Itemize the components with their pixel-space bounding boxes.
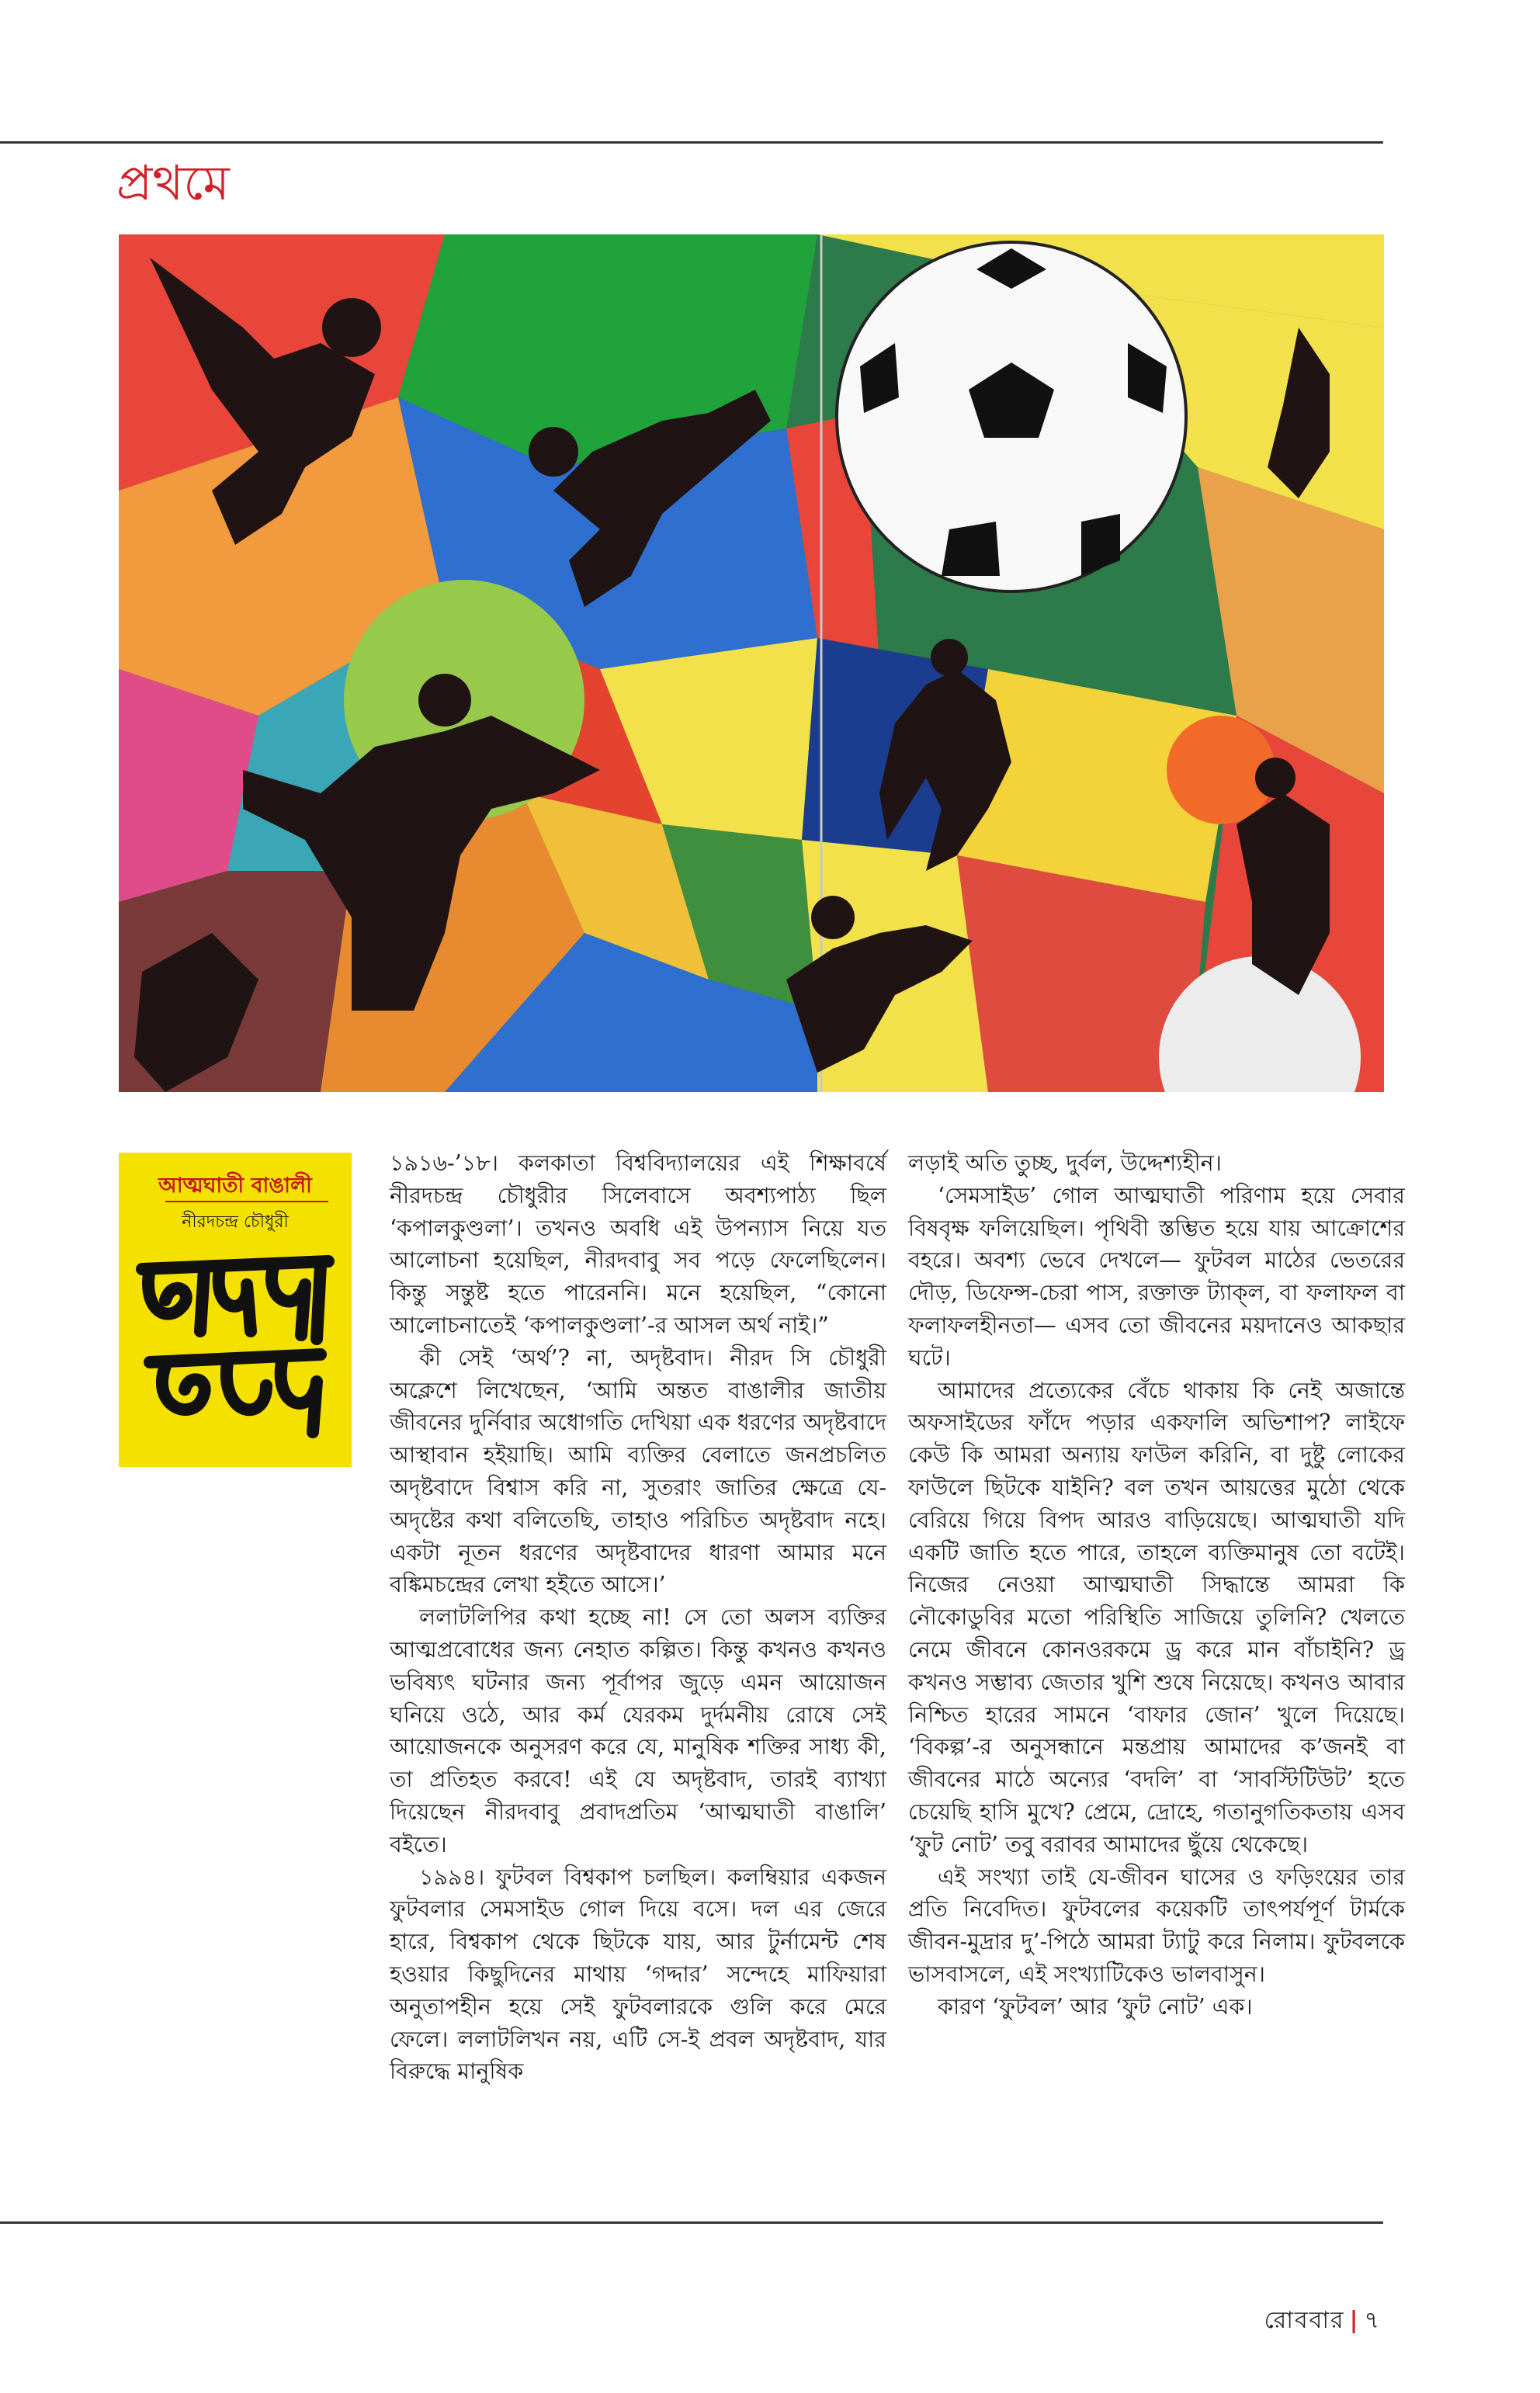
top-rule xyxy=(0,141,1383,144)
footer-separator: | xyxy=(1349,2307,1360,2334)
article-paragraph: ‘সেমসাইড’ গোল আত্মঘাতী পরিণাম হয়ে সেবার বিষবৃক্ষ ফলিয়েছিল। পৃথিবী স্তম্ভিত হয়ে যায় আক্রোশের বহরে। অবশ্য ভেবে দেখলে— ফুটবল মাঠের ভেতরের দৌড়, ডিফেন্স-চেরা পাস, রক্তাক্ত ট্যাক্‌ল, বা ফলাফল বা ফলাফলহীনতা— এসব তো জীবনের ময়দানেও আকছার ঘটে। xyxy=(908,1182,1405,1371)
page-footer xyxy=(1264,2301,1381,2341)
book-cover-author: নীরদচন্দ্র চৌধুরী xyxy=(182,1212,289,1232)
article-paragraph: কারণ ‘ফুটবল’ আর ‘ফুট নোট’ এক। xyxy=(938,1993,1253,2020)
article-paragraph: লড়াই অতি তুচ্ছ, দুর্বল, উদ্দেশ্যহীন। xyxy=(908,1150,1222,1176)
article-paragraph: ললাটলিপির কথা হচ্ছে না! সে তো অলস ব্যক্তির আত্মপ্রবোধের জন্য নেহাত কল্পিত। কিন্তু কখনও কখনও ভবিষ্যৎ ঘটনার জন্য পূর্বাপর জুড়ে এমন আয়োজন ঘনিয়ে ওঠে, আর কর্ম যেরকম দুর্দমনীয় রোষে সেই আয়োজনকে অনুসরণ করে যে, মানুষিক শক্তির সাধ্য কী, তা প্রতিহত করবে! এই যে অদৃষ্টবাদ, তারই ব্যাখ্যা দিয়েছেন নীরদবাবু প্রবাদপ্রতিম ‘আত্মঘাতী বাঙালি’ বইতে। xyxy=(390,1604,886,1857)
book-cover-divider xyxy=(165,1201,328,1202)
bottom-rule xyxy=(0,2221,1383,2224)
book-cover-title: আত্মঘাতী বাঙালী xyxy=(158,1174,312,1198)
article-paragraph: ১৯৯৪। ফুটবল বিশ্বকাপ চলছিল। কলম্বিয়ার একজন ফুটবলার সেমসাইড গোল দিয়ে বসে। দল এর জেরে হারে, বিশ্বকাপ থেকে ছিটকে যায়, আর টুর্নামেন্ট শেষ হওয়ার কিছুদিনের মাথায় ‘গদ্দার’ সন্দেহে মাফিয়ারা অনুতাপহীন হয়ে সেই ফুটবলারকে গুলি করে মেরে ফেলে। ললাটলিখন নয়, এটি সে-ই প্রবল অদৃষ্টবাদ, যার বিরুদ্ধে মানুষিক xyxy=(390,1864,886,2085)
article-paragraph: কী সেই ‘অর্থ’? না, অদৃষ্টবাদ। নীরদ সি চৌধুরী অক্লেশে লিখেছেন, ‘আমি অন্তত বাঙালীর জাতীয় জীবনের দুর্নিবার অধোগতি দেখিয়া এক ধরণের অদৃষ্টবাদে আস্থাবান হইয়াছি। আমি ব্যক্তির বেলাতে জনপ্রচলিত অদৃষ্টবাদে বিশ্বাস করি না, সুতরাং জাতির ক্ষেত্রে যে-অদৃষ্টের কথা বলিতেছি, তাহাও পরিচিত অদৃষ্টবাদ নহে। একটা নূতন ধরণের অদৃষ্টবাদের ধারণা আমার মনে বঙ্কিমচন্দ্রের লেখা হইতে আসে।’ xyxy=(390,1344,886,1598)
hand-lettered-title-graphic xyxy=(119,1238,352,1463)
article-paragraph: ১৯১৬-’১৮। কলকাতা বিশ্ববিদ্যালয়ের এই শিক্ষাবর্ষে নীরদচন্দ্র চৌধুরীর সিলেবাসে অবশ্যপাঠ্য ছিল ‘কপালকুণ্ডলা’। তখনও অবধি এই উপন্যাস নিয়ে যত আলোচনা হয়েছিল, নীরদবাবু সব পড়ে ফেলেছিলেন। কিন্তু সন্তুষ্ট হতে পারেননি। মনে হয়েছিল, “কোনো আলোচনাতেই ‘কপালকুণ্ডলা’-র আসল অর্থ নাই।” xyxy=(390,1150,886,1338)
article-column-1 xyxy=(390,1147,886,2088)
football-collage-painting-icon xyxy=(119,234,1384,1092)
article-paragraph: এই সংখ্যা তাই যে-জীবন ঘাসের ও ফড়িংয়ের তার প্রতি নিবেদিত। ফুটবলের কয়েকটি তাৎপর্যপূর্ণ টার্মকে জীবন-মুদ্রার দু’-পিঠে আমরা ট্যাটু করে নিলাম। ফুটবলকে ভাসবাসলে, এই সংখ্যাটিকেও ভালবাসুন। xyxy=(908,1864,1405,1987)
footer-brand: রোববার xyxy=(1264,2307,1345,2334)
book-cover xyxy=(119,1153,352,1467)
article-column-2 xyxy=(908,1147,1405,2024)
article-paragraph: আমাদের প্রত্যেকের বেঁচে থাকায় কি নেই অজান্তে অফসাইডের ফাঁদে পড়ার একফালি অভিশাপ? লাইফে কেউ কি আমরা অন্যায় ফাউল করিনি, বা দুষ্টু লোকের ফাউলে ছিটকে যাইনি? বল তখন আয়ত্তের মুঠো থেকে বেরিয়ে গিয়ে বিপদ আরও বাড়িয়েছে। আত্মঘাতী যদি একটি জাতি হতে পারে, তাহলে ব্যক্তিমানুষ তো বটেই। নিজের নেওয়া আত্মঘাতী সিদ্ধান্তে আমরা কি নৌকোডুবির মতো পরিস্থিতি সাজিয়ে তুলিনি? খেলতে নেমে জীবনে কোনওরকমে ড্র করে মান বাঁচাইনি? ড্র কখনও সম্ভাব্য জেতার খুশি শুষে নিয়েছে। কখনও আবার নিশ্চিত হারের সামনে ‘বাফার জোন’ খুলে দিয়েছে। ‘বিকল্প’-র অনুসন্ধানে মন্তপ্রায় আমাদের ক’জনই বা জীবনের মাঠে অন্যের ‘বদলি’ বা ‘সাবস্টিটিউট’ হতে চেয়েছি হাসি মুখে? প্রেমে, দ্রোহে, গতানুগতিকতায় এসব ‘ফুট নোট’ তবু বরাবর আমাদের ছুঁয়ে থেকেছে। xyxy=(908,1377,1405,1857)
section-title: প্রথমে xyxy=(116,154,230,211)
page-number: ৭ xyxy=(1364,2307,1381,2334)
